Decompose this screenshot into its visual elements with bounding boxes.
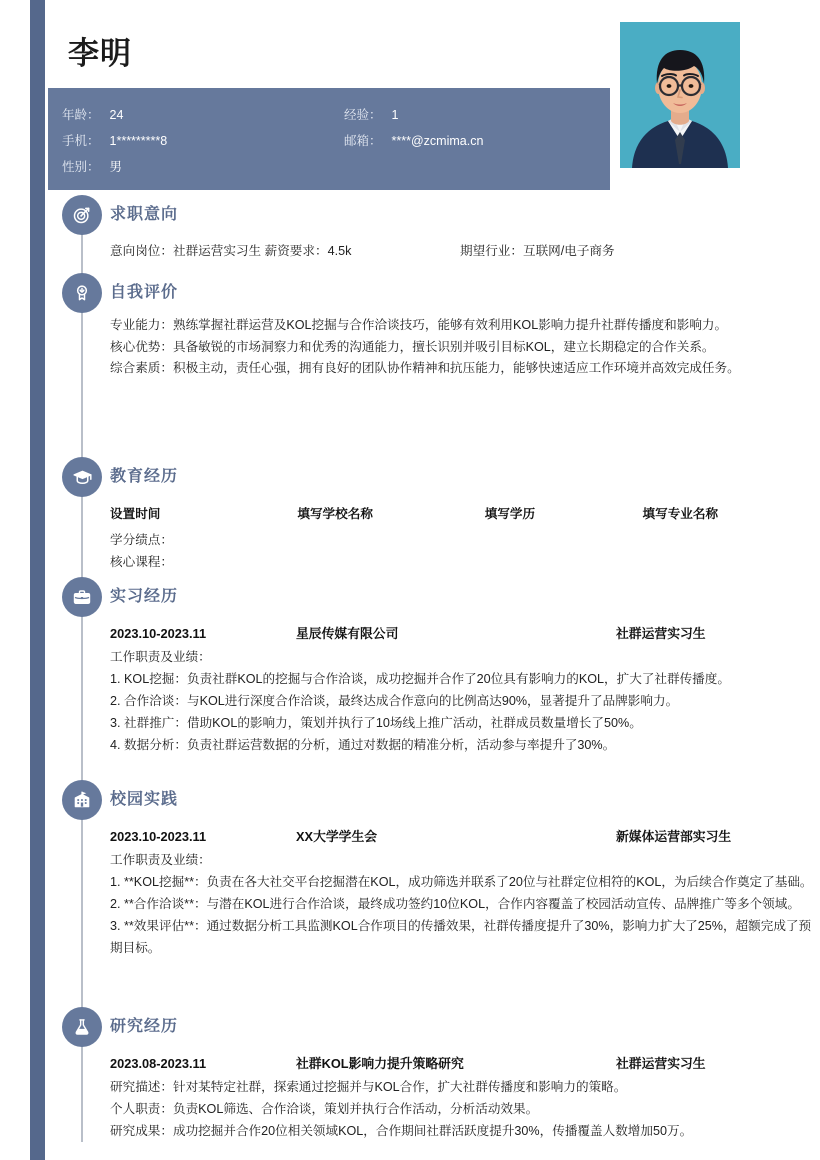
contact-field-phone <box>62 131 344 149</box>
internship-line: 3. 社群推广：借助KOL的影响力，策划并执行了10场线上推广活动，社群成员数量增长了50%。 <box>110 715 642 730</box>
section-job-intent <box>48 195 820 273</box>
campus-organization: XX大学学生会 <box>296 829 378 844</box>
internship-header-row <box>110 619 820 647</box>
contact-value: ****@zcmima.cn <box>391 134 484 148</box>
campus-role: 新媒体运营部实习生 <box>616 829 732 844</box>
section-campus-practice <box>48 780 820 1007</box>
resume-header <box>48 0 820 195</box>
internship-role: 社群运营实习生 <box>616 626 706 641</box>
contact-field-email <box>344 131 602 149</box>
section-title: 教育经历 <box>110 468 179 485</box>
graduation-cap-icon <box>62 457 102 497</box>
contact-value: 1 <box>391 108 399 122</box>
campus-detail-lines <box>110 850 820 960</box>
campus-line: 3. **效果评估**：通过数据分析工具监测KOL合作项目的传播效果，社群传播度提升了30%，影响力扩大了25%，超额完成了预期目标。 <box>110 918 812 955</box>
contact-value: 1*********8 <box>109 134 168 148</box>
section-title: 自我评价 <box>110 284 179 301</box>
target-icon <box>62 195 102 235</box>
award-icon <box>62 273 102 313</box>
section-content <box>110 1047 820 1143</box>
internship-organization: 星辰传媒有限公司 <box>296 626 399 641</box>
section-title: 校园实践 <box>110 791 179 808</box>
internship-line: 2. 合作洽谈：与KOL进行深度合作洽谈，最终达成合作意向的比例高达90%，显著提升了品牌影响力。 <box>110 693 679 708</box>
job-intent-position: 意向岗位：社群运营实习生 薪资要求：4.5k <box>110 244 352 258</box>
research-detail-lines <box>110 1077 820 1143</box>
education-column-school: 填写学校名称 <box>297 507 373 521</box>
self-eval-line: 专业能力：熟练掌握社群运营及KOL挖掘与合作洽谈技巧，能够有效利用KOL影响力提升社群传播度和影响力。 <box>110 318 728 332</box>
research-line: 研究成果：成功挖掘并合作20位相关领域KOL，合作期间社群活跃度提升30%，传播覆盖人数增加50万。 <box>110 1123 693 1138</box>
campus-line: 工作职责及业绩： <box>110 853 211 867</box>
contact-info-bar <box>48 88 610 190</box>
education-column-time: 设置时间 <box>110 507 161 521</box>
internship-date: 2023.10-2023.11 <box>110 626 207 641</box>
campus-line: 2. **合作洽谈**：与潜在KOL进行合作洽谈，最终成功签约10位KOL，合作内容覆盖了校园活动宣传、品牌推广等多个领域。 <box>110 896 800 911</box>
education-detail-lines <box>110 529 820 573</box>
contact-field-age <box>62 105 344 123</box>
job-intent-row <box>110 237 820 263</box>
contact-row <box>62 101 602 127</box>
contact-field-experience <box>344 105 602 123</box>
campus-date: 2023.10-2023.11 <box>110 829 207 844</box>
education-line: 核心课程： <box>110 554 173 569</box>
section-title: 实习经历 <box>110 588 179 605</box>
research-header-row <box>110 1049 820 1077</box>
section-content <box>110 820 820 960</box>
contact-row <box>62 153 602 179</box>
section-title: 研究经历 <box>110 1018 179 1035</box>
self-eval-line: 核心优势：具备敏锐的市场洞察力和优秀的沟通能力，擅长识别并吸引目标KOL，建立长期稳定的合作关系。 <box>110 339 715 354</box>
section-title: 求职意向 <box>110 206 179 223</box>
contact-info-grid <box>62 101 602 179</box>
contact-field-gender <box>62 157 344 175</box>
candidate-photo <box>620 22 740 168</box>
section-content <box>110 313 820 380</box>
section-internship <box>48 577 820 780</box>
education-line: 学分绩点： <box>110 532 173 547</box>
research-date: 2023.08-2023.11 <box>110 1056 207 1071</box>
contact-label: 年龄： <box>62 108 100 122</box>
contact-value: 24 <box>109 108 124 122</box>
internship-line: 1. KOL挖掘：负责社群KOL的挖掘与合作洽谈，成功挖掘并合作了20位具有影响力的KOL，扩大了社群传播度。 <box>110 671 730 686</box>
section-content <box>110 617 820 757</box>
section-content <box>110 497 820 573</box>
research-line: 研究描述：针对某特定社群，探索通过挖掘并与KOL合作，扩大社群传播度和影响力的策略。 <box>110 1080 627 1094</box>
candidate-name: 李明 <box>68 36 132 71</box>
contact-label: 经验： <box>344 108 382 122</box>
research-line: 个人职责：负责KOL筛选、合作洽谈，策划并执行合作活动，分析活动效果。 <box>110 1101 539 1116</box>
education-column-major: 填写专业名称 <box>642 507 719 521</box>
school-building-icon <box>62 780 102 820</box>
section-education <box>48 457 820 577</box>
job-intent-industry: 期望行业：互联网/电子商务 <box>460 244 615 258</box>
education-column-degree: 填写学历 <box>484 507 536 521</box>
self-eval-line: 综合素质：积极主动，责任心强，拥有良好的团队协作精神和抗压能力，能够快速适应工作环境并高效完成任务。 <box>110 361 740 376</box>
left-accent-stripe <box>30 0 45 1160</box>
research-topic: 社群KOL影响力提升策略研究 <box>296 1056 464 1071</box>
flask-icon <box>62 1007 102 1047</box>
campus-line: 1. **KOL挖掘**：负责在各大社交平台挖掘潜在KOL，成功筛选并联系了20位与社群定位相符的KOL，为后续合作奠定了基础。 <box>110 874 813 889</box>
section-content <box>110 235 820 263</box>
contact-label: 手机： <box>62 134 100 148</box>
research-role: 社群运营实习生 <box>616 1056 706 1071</box>
section-self-evaluation <box>48 273 820 457</box>
contact-label: 性别： <box>62 160 100 174</box>
education-table-header <box>110 499 820 529</box>
resume-body <box>48 195 820 1143</box>
contact-row <box>62 127 602 153</box>
section-research <box>48 1007 820 1143</box>
campus-header-row <box>110 822 820 850</box>
internship-line: 4. 数据分析：负责社群运营数据的分析，通过对数据的精准分析，活动参与率提升了30%。 <box>110 737 616 752</box>
contact-value: 男 <box>109 160 123 174</box>
internship-detail-lines <box>110 647 820 757</box>
briefcase-icon <box>62 577 102 617</box>
internship-line: 工作职责及业绩： <box>110 650 211 664</box>
contact-label: 邮箱： <box>344 134 382 148</box>
